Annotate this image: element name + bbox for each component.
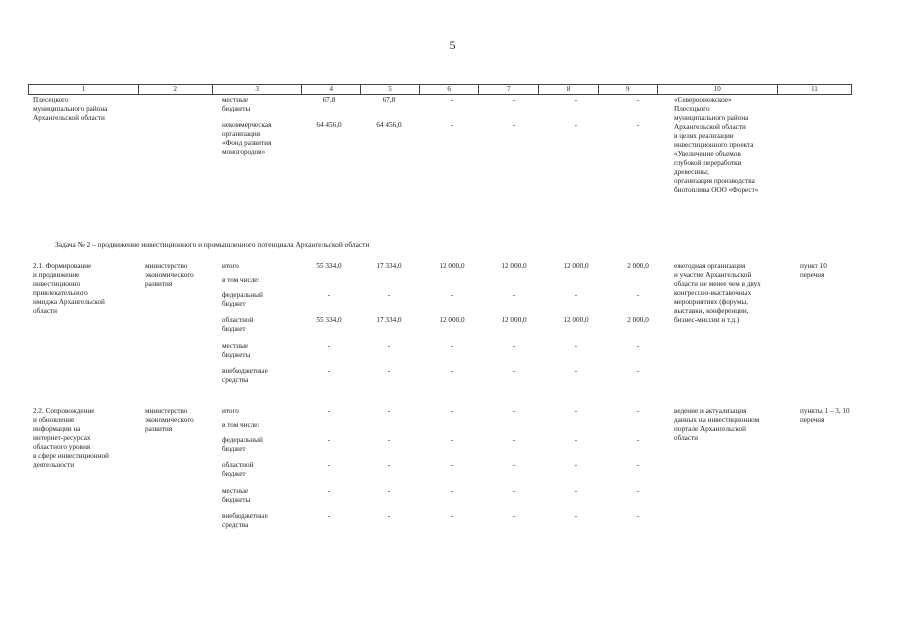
row22-source-2-v4: - — [512, 436, 516, 444]
row21-source-2-v3: - — [450, 291, 454, 299]
row22-source-5-v1: - — [327, 512, 331, 520]
row22-source-4-v2: - — [387, 487, 391, 495]
row21-source-2-label: федеральный бюджет — [222, 291, 263, 308]
row21-source-4-v2: - — [387, 342, 391, 350]
row22-activity-cell: 2.2. Сопровождение и обновление информации на интернет-ресурсах областного уровня в сфере инвестиционной деятельности — [33, 407, 109, 469]
row22-source-2-v1: - — [327, 436, 331, 444]
row21-source-3-v3: 12 000,0 — [439, 316, 465, 324]
row21-source-5-v4: - — [512, 367, 516, 375]
row21-source-4-v6: - — [636, 342, 640, 350]
page-number: 5 — [449, 38, 456, 52]
row22-source-0-v3: - — [450, 407, 454, 415]
row21-source-0-v3: 12 000,0 — [439, 262, 465, 270]
header-col-1: 1 — [29, 85, 139, 94]
row21-source-5-v6: - — [636, 367, 640, 375]
row21-source-3-v4: 12 000,0 — [501, 316, 527, 324]
row21-source-5-v1: - — [327, 367, 331, 375]
row0-source-1-v3: - — [450, 121, 454, 129]
row21-source-4-v5: - — [574, 342, 578, 350]
row21-source-3-v1: 55 334,0 — [316, 316, 342, 324]
row21-source-0-v2: 17 334,0 — [376, 262, 402, 270]
row0-source-0-v2: 67,8 — [382, 96, 396, 104]
row21-source-0-v5: 12 000,0 — [563, 262, 589, 270]
row22-source-5-v6: - — [636, 512, 640, 520]
row22-reference-cell: пункты 1 – 3, 10 перечня — [800, 407, 850, 424]
row0-source-0-v4: - — [512, 96, 516, 104]
row0-source-1-v2: 64 456,0 — [376, 121, 402, 129]
header-col-9: 9 — [599, 85, 658, 94]
row21-source-3-v5: 12 000,0 — [563, 316, 589, 324]
row22-source-0-v2: - — [387, 407, 391, 415]
row0-source-1-v4: - — [512, 121, 516, 129]
header-col-6: 6 — [420, 85, 480, 94]
row0-source-0-v1: 67,8 — [322, 96, 336, 104]
row22-source-5-v3: - — [450, 512, 454, 520]
row22-source-3-v4: - — [512, 461, 516, 469]
row21-source-0-label: итого — [222, 262, 239, 270]
row21-source-5-label: внебюджетные средства — [222, 367, 268, 384]
row21-source-5-v3: - — [450, 367, 454, 375]
table-header-row — [28, 84, 852, 95]
row0-source-1-label: некоммерческая организация «Фонд развития моногородов» — [222, 121, 272, 156]
row21-source-1-label: в том числе: — [222, 276, 260, 284]
row22-source-0-label: итого — [222, 407, 239, 415]
row22-source-3-v1: - — [327, 461, 331, 469]
row22-source-2-v5: - — [574, 436, 578, 444]
row0-source-0-v6: - — [636, 96, 640, 104]
row22-source-2-label: федеральный бюджет — [222, 436, 263, 453]
row22-result-cell: ведение и актуализация данных на инвестиционном портале Архангельской области — [674, 407, 760, 442]
row22-executor-cell: министерство экономического развития — [145, 407, 194, 433]
row0-source-1-v6: - — [636, 121, 640, 129]
row0-source-0-v3: - — [450, 96, 454, 104]
row0-source-1-v5: - — [574, 121, 578, 129]
row21-source-0-v6: 2 000,0 — [627, 262, 649, 270]
row22-source-5-v5: - — [574, 512, 578, 520]
header-col-4: 4 — [302, 85, 361, 94]
row21-source-5-v5: - — [574, 367, 578, 375]
row22-source-3-v2: - — [387, 461, 391, 469]
row22-source-0-v1: - — [327, 407, 331, 415]
row0-source-0-label: местные бюджеты — [222, 96, 251, 113]
row0-executor-cell: Плесецкого муниципального района Архангельской области — [33, 96, 108, 122]
row22-source-5-v2: - — [387, 512, 391, 520]
row21-source-2-v2: - — [387, 291, 391, 299]
row22-source-0-v4: - — [512, 407, 516, 415]
row22-source-0-v5: - — [574, 407, 578, 415]
row21-source-2-v5: - — [574, 291, 578, 299]
row21-activity-cell: 2.1. Формирование и продвижение инвестиционно привлекательного имиджа Архангельской области — [33, 262, 105, 315]
row21-source-4-label: местные бюджеты — [222, 342, 251, 359]
row22-source-3-v5: - — [574, 461, 578, 469]
row22-source-4-v4: - — [512, 487, 516, 495]
row21-source-2-v1: - — [327, 291, 331, 299]
row21-source-4-v4: - — [512, 342, 516, 350]
row21-source-5-v2: - — [387, 367, 391, 375]
header-col-11: 11 — [811, 85, 818, 93]
header-col-10: 10 — [658, 85, 778, 94]
row21-source-2-v6: - — [636, 291, 640, 299]
row21-source-3-label: областной бюджет — [222, 316, 254, 333]
row22-source-4-v6: - — [636, 487, 640, 495]
row22-source-2-v2: - — [387, 436, 391, 444]
header-col-8: 8 — [539, 85, 599, 94]
row22-source-2-v6: - — [636, 436, 640, 444]
row0-source-1-v1: 64 456,0 — [316, 121, 342, 129]
row21-source-3-v2: 17 334,0 — [376, 316, 402, 324]
row22-source-4-v3: - — [450, 487, 454, 495]
row22-source-3-v3: - — [450, 461, 454, 469]
row22-source-1-label: в том числе: — [222, 421, 260, 429]
header-col-7: 7 — [479, 85, 539, 94]
row21-source-4-v3: - — [450, 342, 454, 350]
task-2-title: Задача № 2 – продвижение инвестиционного и промышленного потенциала Архангельской области — [55, 240, 370, 249]
row22-source-4-v1: - — [327, 487, 331, 495]
row21-source-4-v1: - — [327, 342, 331, 350]
row22-source-4-label: местные бюджеты — [222, 487, 251, 504]
header-col-5: 5 — [361, 85, 420, 94]
row21-source-2-v4: - — [512, 291, 516, 299]
row22-source-5-v4: - — [512, 512, 516, 520]
row21-executor-cell: министерство экономического развития — [145, 262, 194, 288]
row22-source-3-label: областной бюджет — [222, 461, 254, 478]
row22-source-3-v6: - — [636, 461, 640, 469]
row21-source-3-v6: 2 000,0 — [627, 316, 649, 324]
row21-source-0-v1: 55 334,0 — [316, 262, 342, 270]
row22-source-0-v6: - — [636, 407, 640, 415]
row0-source-0-v5: - — [574, 96, 578, 104]
row21-result-cell: ежегодная организация и участие Архангельской области не менее чем в двух конгрессно-выставочных мероприятиях (форумы, выставки, конференции, бизнес-миссии и т.д.) — [674, 262, 761, 324]
header-col-2: 2 — [139, 85, 213, 94]
header-col-3: 3 — [213, 85, 303, 94]
row0-result-cell: «Североонежское» Плесецкого муниципального района Архангельской области в целях реализации инвестиционного проекта «Увеличение объемов глубокой переработки древесины; организация производства биотоплива ООО «Форест» — [674, 96, 759, 194]
row22-source-5-label: внебюджетные средства — [222, 512, 268, 529]
row21-reference-cell: пункт 10 перечня — [800, 262, 827, 279]
row22-source-4-v5: - — [574, 487, 578, 495]
row21-source-0-v4: 12 000,0 — [501, 262, 527, 270]
row22-source-2-v3: - — [450, 436, 454, 444]
